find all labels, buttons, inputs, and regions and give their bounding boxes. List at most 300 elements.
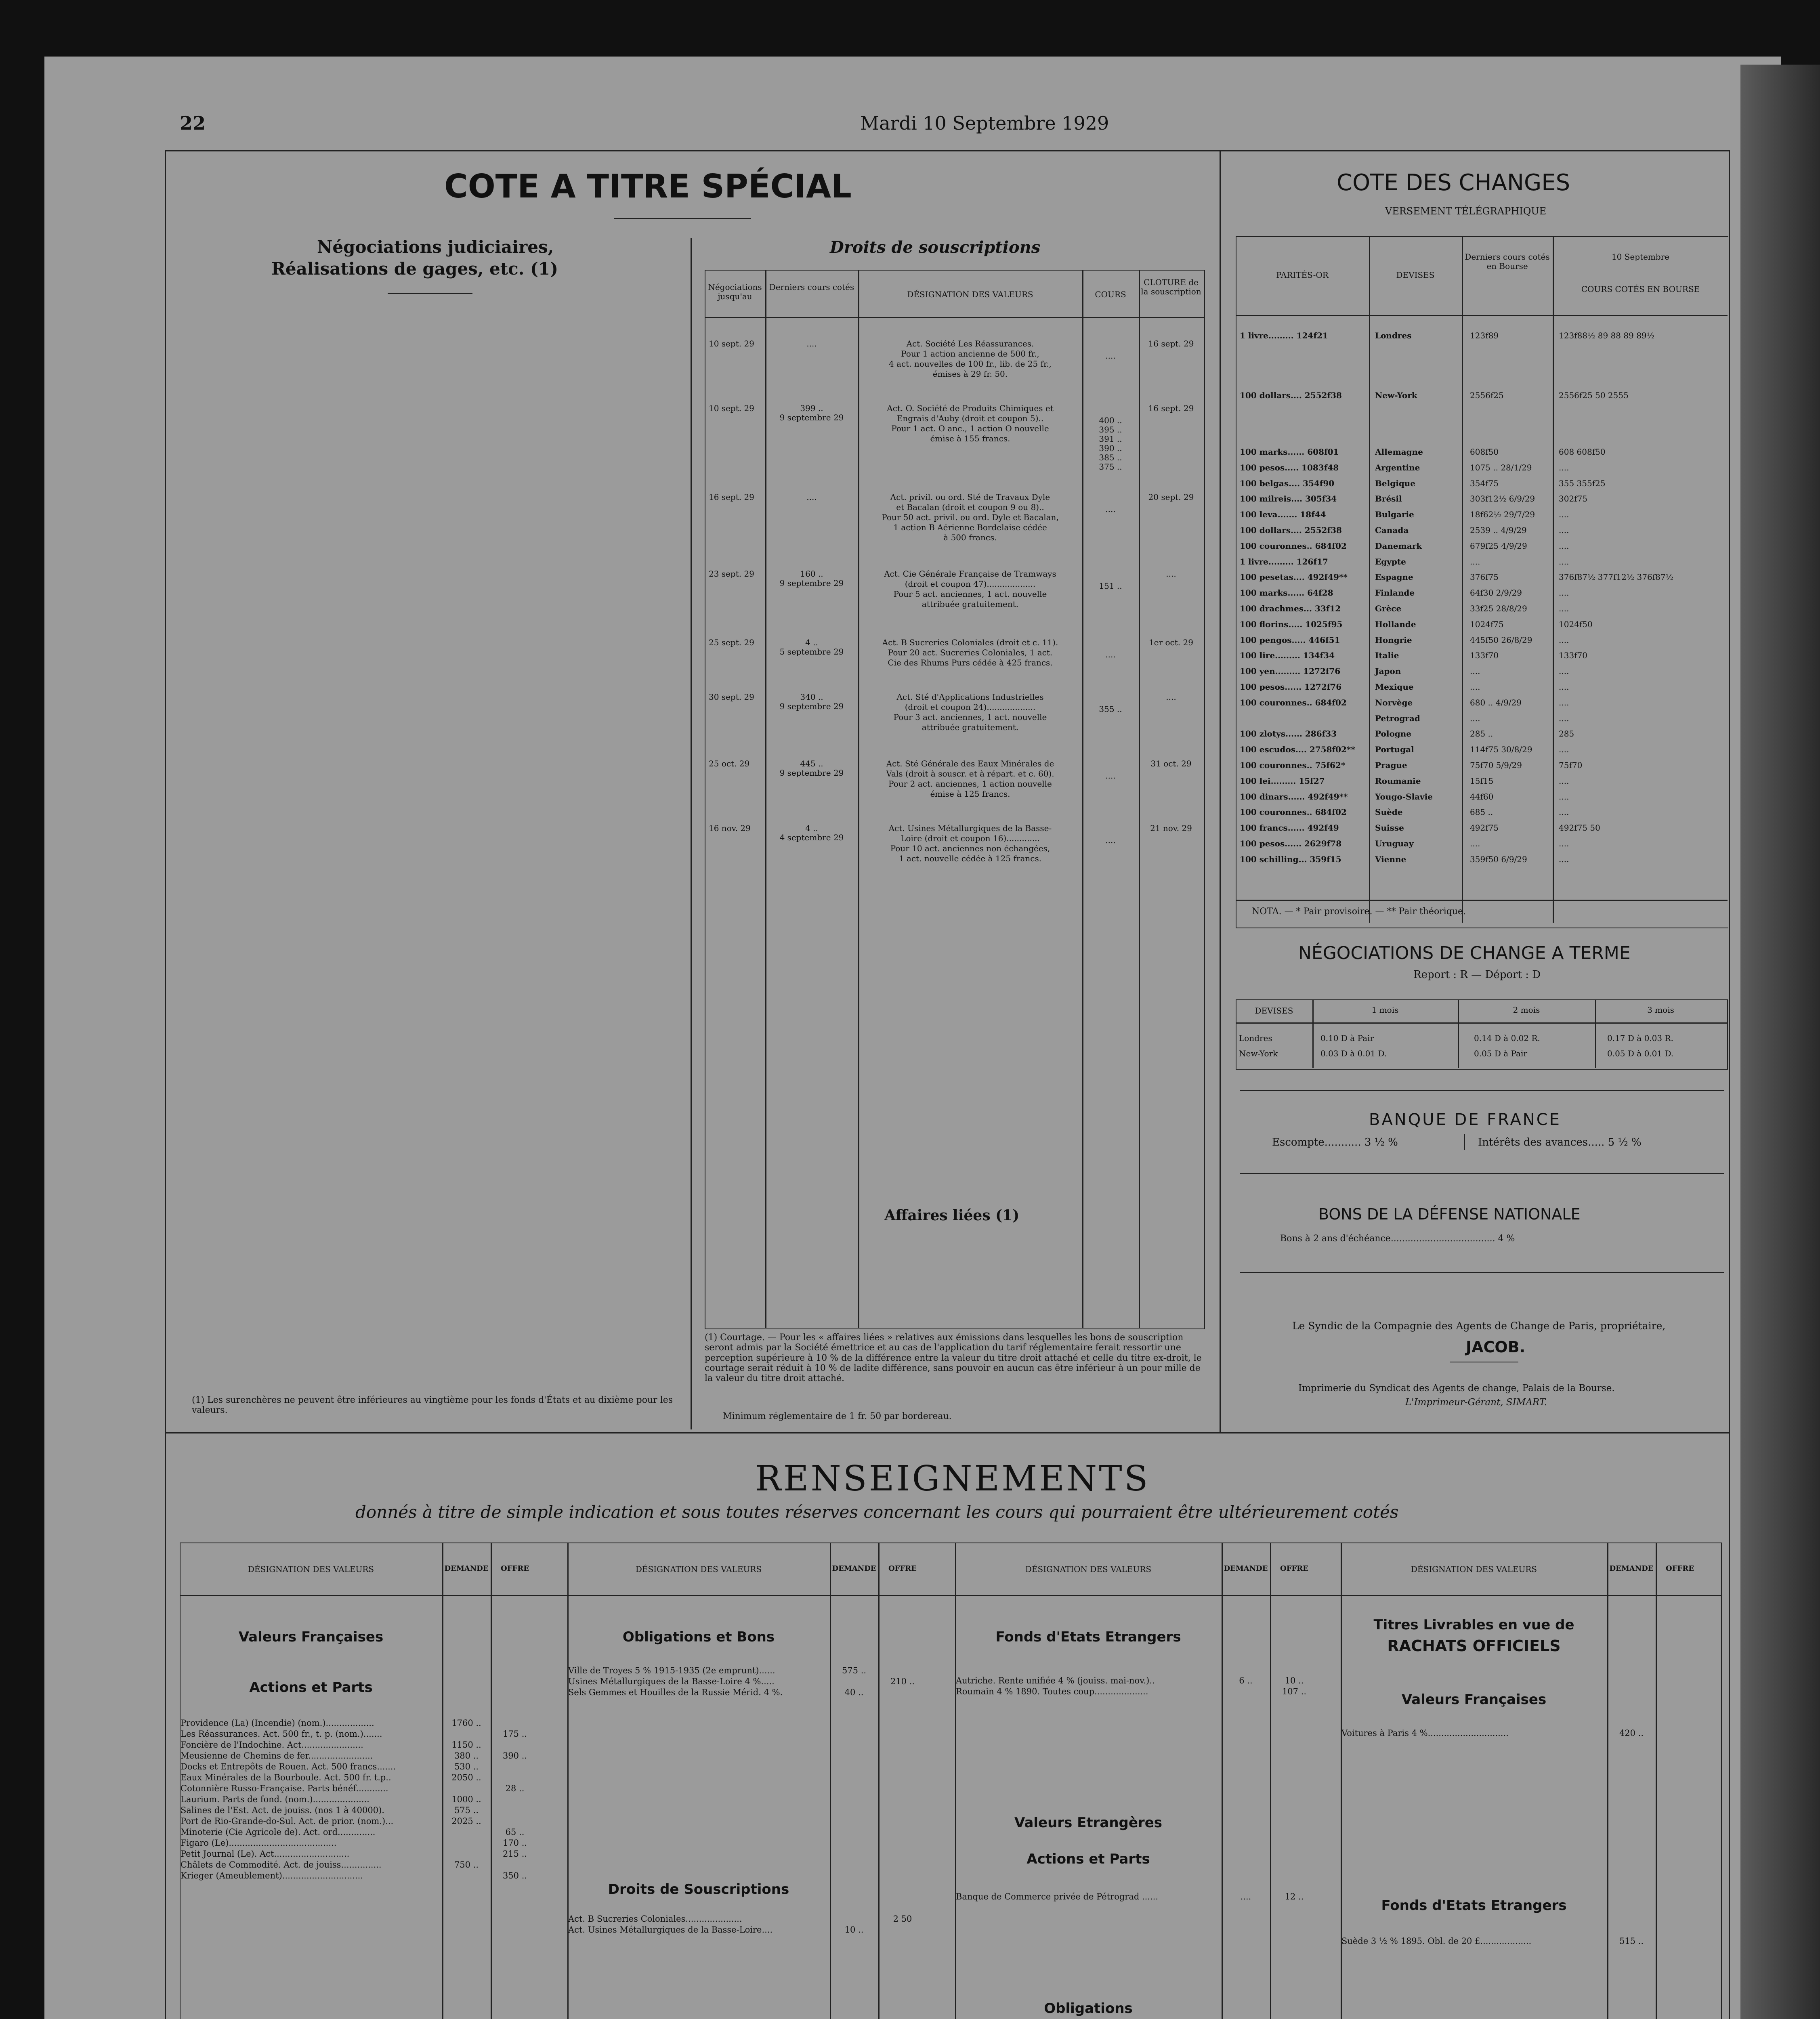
changes-cours: .... (1559, 588, 1569, 598)
changes-devise: Japon (1375, 666, 1401, 676)
changes-parite: 1 livre......... 126f17 (1240, 556, 1328, 567)
rens-heading: RACHATS OFFICIELS (1387, 1637, 1561, 1655)
heading-rule (388, 293, 472, 294)
syndic-name: JACOB. (1466, 1338, 1526, 1356)
rens-row-demande: 1000 .. (451, 1794, 481, 1804)
rens-row-designation: Eaux Minérales de la Bourboule. Act. 500 fr. t.p.. (181, 1773, 391, 1782)
droits-row-cours: 151 .. (1099, 581, 1122, 591)
changes-cours: .... (1559, 525, 1569, 535)
droits-row-cours: .... (1105, 771, 1116, 781)
rens-row-demande: 750 .. (454, 1860, 479, 1870)
changes-devise: Canada (1375, 525, 1409, 535)
rens-row-designation: Minoterie (Cie Agricole de). Act. ord.............. (181, 1827, 376, 1837)
changes-cours: .... (1559, 697, 1569, 707)
changes-cours: .... (1559, 541, 1569, 551)
rens-row-designation: Port de Rio-Grande-do-Sul. Act. de prior. (nom.)... (181, 1816, 394, 1826)
droits-left-rule (691, 238, 692, 1429)
changes-dernier: 75f70 5/9/29 (1470, 760, 1522, 770)
changes-parite: 100 dollars.... 2552f38 (1240, 525, 1342, 535)
droits-row-designation: à 500 francs. (943, 533, 997, 542)
changes-cours: .... (1559, 666, 1569, 676)
changes-cours: 608 608f50 (1559, 447, 1606, 457)
left-heading-1: Négociations judiciaires, (317, 237, 554, 257)
droits-row-designation: Pour 3 act. anciennes, 1 act. nouvelle (893, 712, 1047, 722)
surencheres-note: (1) Les surenchères ne peuvent être inférieures au vingtième pour les fonds d'États et au dixième pour les valeurs. (192, 1395, 673, 1416)
droits-row-designation: 1 action B Aérienne Bordelaise cédée (893, 523, 1047, 532)
droits-row-designation: (droit et coupon 24)................... (905, 702, 1036, 712)
changes-parite: 100 lei......... 15f27 (1240, 776, 1325, 786)
changes-devise: Prague (1375, 760, 1407, 770)
changes-parite: 100 pesos..... 1083f48 (1240, 462, 1339, 472)
droits-row-dernier: 445 .. 9 septembre 29 (779, 759, 844, 778)
changes-devise: Egypte (1375, 556, 1406, 567)
droits-row-designation: Pour 20 act. Sucreries Coloniales, 1 act. (888, 648, 1053, 657)
changes-dernier: 133f70 (1470, 651, 1499, 661)
droits-col-rule (765, 270, 766, 1328)
changes-cours: 376f87½ 377f12½ 376f87½ (1559, 572, 1673, 582)
changes-header-rule (1236, 315, 1728, 316)
page-date: Mardi 10 Septembre 1929 (860, 112, 1109, 134)
changes-cours: .... (1559, 604, 1569, 613)
rens-row-demande: 515 .. (1619, 1936, 1644, 1946)
changes-devise: Yougo-Slavie (1375, 791, 1433, 802)
banque-title: BANQUE DE FRANCE (1369, 1110, 1561, 1129)
changes-dernier: 64f30 2/9/29 (1470, 588, 1522, 598)
rens-col-demande: DEMANDE (832, 1564, 876, 1573)
changes-devise: Hollande (1375, 619, 1416, 629)
changes-parite: 100 leva....... 18f44 (1240, 510, 1326, 520)
droits-row-designation: émise à 125 francs. (930, 789, 1010, 799)
rens-row-designation: Banque de Commerce privée de Pétrograd ...... (956, 1892, 1159, 1901)
terme-col-3mois: 3 mois (1647, 1005, 1674, 1015)
rens-row-designation: Act. Usines Métallurgiques de la Basse-Loire.... (568, 1925, 773, 1935)
droits-row-designation: Pour 10 act. anciennes non échangées, (890, 844, 1050, 853)
rens-heading: Actions et Parts (1027, 1851, 1150, 1867)
changes-devise: Danemark (1375, 541, 1422, 551)
droits-row-designation: Pour 2 act. anciennes, 1 action nouvelle (888, 779, 1052, 789)
changes-parite: 100 pesos...... 1272f76 (1240, 682, 1342, 692)
droits-row-designation: Pour 1 act. O anc., 1 action O nouvelle (891, 424, 1049, 433)
changes-dernier: 123f89 (1470, 331, 1499, 340)
changes-dernier: 44f60 (1470, 791, 1494, 802)
imprimerie: Imprimerie du Syndicat des Agents de change, Palais de la Bourse. (1298, 1383, 1615, 1394)
rens-col-rule (830, 1543, 831, 2019)
changes-cours: .... (1559, 462, 1569, 472)
changes-devise: Uruguay (1375, 839, 1414, 848)
rens-col-rule (1222, 1543, 1223, 2019)
droits-row-cloture: 31 oct. 29 (1150, 759, 1192, 768)
changes-dernier: .... (1470, 839, 1480, 848)
rens-row-offre: 28 .. (505, 1784, 525, 1793)
rens-row-designation: Salines de l'Est. Act. de jouiss. (nos 1 à 40000). (181, 1805, 384, 1815)
rens-heading: Actions et Parts (249, 1679, 373, 1696)
changes-dernier: .... (1470, 682, 1480, 692)
terme-3mois: 0.17 D à 0.03 R. (1607, 1033, 1673, 1043)
rens-row-demande: 2050 .. (451, 1773, 481, 1782)
droits-row-designation: Cie des Rhums Purs cédée à 425 francs. (888, 658, 1053, 667)
banque-top-rule (1240, 1090, 1724, 1091)
changes-dernier: 685 .. (1470, 807, 1493, 817)
rens-col-rule (1270, 1543, 1271, 2019)
rens-row-offre: 12 .. (1285, 1892, 1304, 1901)
changes-cours: .... (1559, 682, 1569, 692)
rens-heading: Valeurs Françaises (238, 1629, 384, 1645)
rens-row-offre: 390 .. (502, 1751, 527, 1761)
droits-row-cours: .... (1105, 351, 1116, 361)
renseignements-subtitle: donnés à titre de simple indication et sous toutes réserves concernant les cours qui pourraient être ultérieurement cotés (355, 1502, 1399, 1522)
col-negociations: Négociations jusqu'au (708, 282, 762, 301)
rens-row-demande: .... (1240, 1892, 1251, 1901)
changes-devise: Londres (1375, 331, 1412, 340)
bons-title: BONS DE LA DÉFENSE NATIONALE (1318, 1205, 1581, 1223)
droits-row-designation: attribuée gratuitement. (922, 722, 1019, 732)
rens-row-designation: Les Réassurances. Act. 500 fr., t. p. (nom.)....... (181, 1729, 382, 1739)
droits-title: Droits de souscriptions (830, 238, 1041, 257)
changes-cours: .... (1559, 510, 1569, 520)
changes-dernier: 359f50 6/9/29 (1470, 854, 1527, 864)
rens-row-designation: Voitures à Paris 4 %.............................. (1341, 1728, 1509, 1738)
left-heading-2: Réalisations de gages, etc. (1) (271, 259, 558, 279)
banque-separator (1464, 1134, 1465, 1150)
rens-row-demande: 40 .. (844, 1687, 864, 1697)
affaires-liees: Affaires liées (1) (884, 1207, 1020, 1224)
changes-devise: Portugal (1375, 745, 1414, 755)
changes-dernier: .... (1470, 666, 1480, 676)
changes-devise: Belgique (1375, 478, 1416, 488)
rens-row-designation: Cotonnière Russo-Française. Parts bénéf............ (181, 1784, 388, 1793)
courtage-note: (1) Courtage. — Pour les « affaires liées » relatives aux émissions dans lesquelles les bons de souscription seront admis par la Société émettrice et au cas de l'application du tarif réglementaire ferait ressortir une perception supérieure à 10 % de la différence entre la valeur du titre droit attaché et celle du titre ex-droit, le courtage serait réduit à 10 % de ladite différence, sans pouvoir en aucun cas être inférieur à un pour mille de la valeur du titre droit attaché. (705, 1333, 1202, 1384)
changes-cours: 2556f25 50 2555 (1559, 390, 1629, 400)
changes-parite: 100 belgas.... 354f90 (1240, 478, 1335, 488)
rens-heading: Obligations (1044, 2000, 1133, 2017)
changes-devise: New-York (1375, 390, 1417, 400)
rens-col-demande: DEMANDE (1609, 1564, 1654, 1573)
rens-row-designation: Krieger (Ameublement).............................. (181, 1871, 363, 1880)
droits-header-rule (705, 317, 1204, 318)
terme-1mois: 0.10 D à Pair (1320, 1033, 1374, 1043)
changes-parite: 100 francs...... 492f49 (1240, 823, 1339, 833)
rens-col-offre: OFFRE (1666, 1564, 1694, 1573)
column-divider (1220, 150, 1221, 1432)
droits-row-date: 16 sept. 29 (709, 492, 754, 502)
rens-row-designation: Autriche. Rente unifiée 4 % (jouiss. mai-nov.).. (956, 1676, 1155, 1685)
changes-parite: 100 dinars...... 492f49** (1240, 791, 1348, 802)
rens-col-demande: DEMANDE (1224, 1564, 1268, 1573)
changes-dernier: 680 .. 4/9/29 (1470, 697, 1522, 707)
col-derniers-cours: Derniers cours cotés (769, 282, 854, 292)
page-edge-shadow (1740, 65, 1820, 2019)
droits-row-designation: et Bacalan (droit et coupon 9 ou 8).. (896, 502, 1044, 512)
rens-row-offre: 2 50 (893, 1914, 912, 1924)
rens-col-rule (1656, 1543, 1657, 2019)
changes-cours: 75f70 (1559, 760, 1583, 770)
rens-row-designation: Foncière de l'Indochine. Act....................... (181, 1740, 363, 1750)
droits-row-cloture: .... (1166, 569, 1176, 579)
changes-devise: Norvège (1375, 697, 1413, 707)
changes-cours: .... (1559, 839, 1569, 848)
changes-parite: 100 yen......... 1272f76 (1240, 666, 1341, 676)
changes-devise: Grèce (1375, 604, 1402, 613)
rens-row-demande: 10 .. (844, 1925, 864, 1935)
changes-dernier: 1075 .. 28/1/29 (1470, 462, 1532, 472)
droits-row-cours: 355 .. (1099, 704, 1122, 714)
syndic-line: Le Syndic de la Compagnie des Agents de Change de Paris, propriétaire, (1292, 1320, 1666, 1332)
droits-row-designation: Act. B Sucreries Coloniales (droit et c. 11). (882, 638, 1058, 647)
droits-row-designation: Vals (droit à souscr. et à répart. et c. 60). (886, 769, 1054, 779)
droits-row-designation: Act. privil. ou ord. Sté de Travaux Dyle (890, 492, 1050, 502)
terme-subtitle: Report : R — Déport : D (1413, 969, 1541, 981)
changes-devise: Suède (1375, 807, 1403, 817)
rens-row-designation: Act. B Sucreries Coloniales..................... (568, 1914, 742, 1924)
changes-parite: 100 couronnes.. 684f02 (1240, 807, 1347, 817)
changes-cours: .... (1559, 776, 1569, 786)
col-derniers: Derniers cours cotés en Bourse (1465, 252, 1550, 271)
droits-row-cloture: 1er oct. 29 (1149, 638, 1193, 647)
section-divider (165, 1432, 1729, 1433)
bons-top-rule (1240, 1173, 1724, 1174)
droits-row-cloture: 21 nov. 29 (1150, 823, 1192, 833)
terme-col-rule (1458, 999, 1459, 1068)
rens-col-rule (1607, 1543, 1608, 2019)
rens-row-demande: 1150 .. (451, 1740, 481, 1750)
droits-row-date: 23 sept. 29 (709, 569, 754, 579)
droits-col-rule (858, 270, 859, 1328)
changes-cours: .... (1559, 745, 1569, 755)
changes-parite: 100 couronnes.. 684f02 (1240, 541, 1347, 551)
changes-dernier: 608f50 (1470, 447, 1499, 457)
changes-parite: 100 schilling... 359f15 (1240, 854, 1341, 864)
changes-dernier: 679f25 4/9/29 (1470, 541, 1527, 551)
changes-devise: Espagne (1375, 572, 1413, 582)
changes-devise: Allemagne (1375, 447, 1423, 457)
changes-dernier: 114f75 30/8/29 (1470, 745, 1532, 755)
rens-row-offre: 210 .. (890, 1677, 915, 1686)
changes-dernier: 15f15 (1470, 776, 1494, 786)
rens-row-offre: 65 .. (505, 1827, 525, 1837)
changes-parite: 100 marks...... 64f28 (1240, 588, 1333, 598)
droits-row-dernier: 4 .. 5 septembre 29 (779, 638, 844, 657)
terme-devise: New-York (1239, 1049, 1278, 1058)
droits-row-date: 10 sept. 29 (709, 339, 754, 348)
changes-devise: Brésil (1375, 494, 1402, 504)
imprimeur-gerant: L'Imprimeur-Gérant, SIMART. (1405, 1397, 1547, 1408)
rens-heading: Obligations et Bons (622, 1629, 775, 1645)
changes-cours: 133f70 (1559, 651, 1588, 661)
terme-1mois: 0.03 D à 0.01 D. (1320, 1049, 1387, 1058)
rens-row-demande: 1760 .. (451, 1718, 481, 1728)
terme-col-rule (1312, 999, 1314, 1068)
rens-heading: Droits de Souscriptions (608, 1881, 789, 1897)
rens-col-offre: OFFRE (888, 1564, 917, 1573)
droits-row-cloture: 16 sept. 29 (1148, 403, 1194, 413)
rens-row-demande: 575 .. (842, 1666, 867, 1675)
terme-devise: Londres (1239, 1033, 1272, 1043)
changes-cours: .... (1559, 791, 1569, 802)
changes-cours: 123f88½ 89 88 89 89½ (1559, 331, 1655, 340)
changes-devise: Bulgarie (1375, 510, 1414, 520)
rens-row-demande: 2025 .. (451, 1816, 481, 1826)
changes-cours: 492f75 50 (1559, 823, 1600, 833)
interets-avances: Intérêts des avances..... 5 ½ % (1478, 1136, 1642, 1148)
changes-devise: Mexique (1375, 682, 1414, 692)
changes-dernier: 303f12½ 6/9/29 (1470, 494, 1535, 504)
terme-col-1mois: 1 mois (1371, 1005, 1399, 1015)
rens-heading: Valeurs Françaises (1401, 1692, 1547, 1708)
changes-parite: 100 florins..... 1025f95 (1240, 619, 1343, 629)
rens-col-offre: OFFRE (1280, 1564, 1308, 1573)
changes-cours: 285 (1559, 729, 1574, 739)
syndic-top-rule (1240, 1272, 1724, 1273)
rens-row-designation: Meusienne de Chemins de fer........................ (181, 1751, 373, 1761)
col-cours: COURS (1095, 290, 1126, 299)
terme-col-rule (1595, 999, 1596, 1068)
droits-row-date: 25 sept. 29 (709, 638, 754, 647)
rens-row-offre: 215 .. (502, 1849, 527, 1859)
changes-cours: .... (1559, 556, 1569, 567)
rens-row-offre: 107 .. (1282, 1687, 1307, 1696)
rens-row-demande: 6 .. (1239, 1676, 1253, 1685)
changes-devise: Petrograd (1375, 713, 1420, 723)
cote-speciale-title: COTE A TITRE SPÉCIAL (444, 168, 852, 205)
changes-dernier: 2556f25 (1470, 390, 1504, 400)
changes-dernier: 285 .. (1470, 729, 1493, 739)
changes-col-rule (1369, 236, 1370, 923)
droits-row-date: 30 sept. 29 (709, 692, 754, 702)
droits-row-date: 10 sept. 29 (709, 403, 754, 413)
changes-parite: 100 pesos...... 2629f78 (1240, 839, 1342, 848)
changes-cours: .... (1559, 713, 1569, 723)
col-designation: DÉSIGNATION DES VALEURS (907, 290, 1033, 299)
droits-row-dernier: .... (806, 339, 817, 348)
changes-devise: Finlande (1375, 588, 1415, 598)
droits-row-cloture: 16 sept. 29 (1148, 339, 1194, 348)
changes-parite: 100 pesetas.... 492f49** (1240, 572, 1348, 582)
droits-row-designation: Act. Sté d'Applications Industrielles (896, 692, 1044, 702)
rens-row-designation: Usines Métallurgiques de la Basse-Loire 4 %..... (568, 1677, 775, 1686)
droits-row-designation: émises à 29 fr. 50. (932, 369, 1008, 379)
rens-row-demande: 530 .. (454, 1762, 479, 1771)
droits-row-designation: 1 act. nouvelle cédée à 125 francs. (898, 854, 1042, 863)
changes-dernier: .... (1470, 556, 1480, 567)
droits-row-dernier: 340 .. 9 septembre 29 (779, 692, 844, 711)
droits-row-designation: Loire (droit et coupon 16)............. (901, 833, 1040, 843)
rens-col-designation: DÉSIGNATION DES VALEURS (1411, 1564, 1537, 1574)
col-parites: PARITÉS-OR (1276, 270, 1329, 280)
rens-row-designation: Figaro (Le)........................................ (181, 1838, 337, 1848)
rens-row-offre: 170 .. (502, 1838, 527, 1848)
rens-col-rule (491, 1543, 492, 2019)
rens-row-offre: 10 .. (1285, 1676, 1304, 1685)
droits-row-cours: .... (1105, 650, 1116, 659)
rens-heading: Fonds d'Etats Etrangers (1381, 1897, 1567, 1914)
rens-row-designation: Suède 3 ½ % 1895. Obl. de 20 £................... (1341, 1936, 1532, 1946)
changes-parite: 100 dollars.... 2552f38 (1240, 390, 1342, 400)
title-rule (614, 218, 751, 219)
changes-col-rule (1553, 236, 1554, 923)
rens-col-designation: DÉSIGNATION DES VALEURS (1025, 1564, 1152, 1574)
nota-rule (1236, 900, 1728, 901)
rens-row-designation: Ville de Troyes 5 % 1915-1935 (2e emprunt)...... (568, 1666, 775, 1675)
changes-cours: 302f75 (1559, 494, 1588, 504)
changes-dernier: .... (1470, 713, 1480, 723)
droits-row-designation: (droit et coupon 47)................... (905, 579, 1036, 589)
droits-row-cloture: .... (1166, 692, 1176, 702)
terme-col-devises: DEVISES (1255, 1006, 1293, 1016)
changes-dernier: 18f62½ 29/7/29 (1470, 510, 1535, 520)
changes-cours: .... (1559, 635, 1569, 645)
droits-row-designation: 4 act. nouvelles de 100 fr., lib. de 25 fr., (888, 359, 1052, 369)
changes-parite: 1 livre......... 124f21 (1240, 331, 1328, 340)
changes-cours: 355 355f25 (1559, 478, 1606, 488)
rens-row-designation: Sels Gemmes et Houilles de la Russie Mérid. 4 %. (568, 1687, 783, 1697)
rens-heading: Titres Livrables en vue de (1373, 1617, 1574, 1633)
droits-row-cloture: 20 sept. 29 (1148, 492, 1194, 502)
rens-heading: Valeurs Etrangères (1014, 1815, 1162, 1831)
changes-dernier: 2539 .. 4/9/29 (1470, 525, 1527, 535)
changes-dernier: 354f75 (1470, 478, 1499, 488)
rens-col-designation: DÉSIGNATION DES VALEURS (248, 1564, 374, 1574)
droits-row-designation: Pour 1 action ancienne de 500 fr., (901, 349, 1039, 359)
rens-row-designation: Providence (La) (Incendie) (nom.).................. (181, 1718, 374, 1728)
changes-parite: 100 escudos.... 2758f02** (1240, 745, 1355, 755)
droits-row-dernier: .... (806, 492, 817, 502)
droits-row-designation: Act. Usines Métallurgiques de la Basse- (888, 823, 1052, 833)
changes-parite: 100 couronnes.. 75f62* (1240, 760, 1346, 770)
nota: NOTA. — * Pair provisoire. — ** Pair théorique. (1252, 907, 1466, 917)
col-devises: DEVISES (1396, 270, 1435, 280)
droits-row-dernier: 4 .. 4 septembre 29 (779, 823, 844, 842)
escompte: Escompte........... 3 ½ % (1272, 1136, 1398, 1148)
droits-row-designation: Act. Société Les Réassurances. (906, 339, 1034, 348)
renseignements-header-rule (180, 1595, 1721, 1596)
minimum-note: Minimum réglementaire de 1 fr. 50 par bordereau. (723, 1411, 952, 1421)
droits-row-cours: .... (1105, 504, 1116, 514)
changes-devise: Vienne (1375, 854, 1406, 864)
rens-col-offre: OFFRE (501, 1564, 529, 1573)
changes-parite: 100 pengos..... 446f51 (1240, 635, 1340, 645)
terme-3mois: 0.05 D à 0.01 D. (1607, 1049, 1674, 1058)
droits-row-designation: Pour 50 act. privil. ou ord. Dyle et Bacalan, (882, 512, 1059, 522)
changes-title: COTE DES CHANGES (1337, 170, 1570, 196)
rens-row-designation: Petit Journal (Le). Act............................ (181, 1849, 350, 1859)
rens-row-designation: Laurium. Parts de fond. (nom.)..................... (181, 1794, 369, 1804)
bons-line: Bons à 2 ans d'échéance..................................... 4 % (1280, 1234, 1515, 1244)
changes-parite: 100 couronnes.. 684f02 (1240, 697, 1347, 707)
droits-row-cours: 400 .. 395 .. 391 .. 390 .. 385 .. 375 .. (1099, 416, 1122, 472)
changes-cours: 1024f50 (1559, 619, 1593, 629)
changes-cours: .... (1559, 807, 1569, 817)
terme-title: NÉGOCIATIONS DE CHANGE A TERME (1298, 943, 1631, 963)
rens-row-designation: Roumain 4 % 1890. Toutes coup.................... (956, 1687, 1148, 1696)
changes-devise: Argentine (1375, 462, 1420, 472)
rens-col-rule (878, 1543, 880, 2019)
changes-parite: 100 lire......... 134f34 (1240, 651, 1335, 661)
changes-devise: Pologne (1375, 729, 1412, 739)
changes-dernier: 492f75 (1470, 823, 1499, 833)
terme-2mois: 0.14 D à 0.02 R. (1474, 1033, 1540, 1043)
rens-col-rule (567, 1543, 569, 2019)
droits-row-dernier: 160 .. 9 septembre 29 (779, 569, 844, 588)
droits-row-date: 25 oct. 29 (709, 759, 750, 768)
col-cours-bourse: COURS COTÉS EN BOURSE (1581, 284, 1700, 294)
changes-devise: Roumanie (1375, 776, 1421, 786)
changes-dernier: 1024f75 (1470, 619, 1504, 629)
droits-row-date: 16 nov. 29 (709, 823, 751, 833)
terme-col-2mois: 2 mois (1513, 1005, 1540, 1015)
droits-row-designation: Engrais d'Auby (droit et coupon 5).. (896, 413, 1044, 423)
changes-subtitle: VERSEMENT TÉLÉGRAPHIQUE (1385, 206, 1547, 217)
rens-row-demande: 420 .. (1619, 1728, 1644, 1738)
